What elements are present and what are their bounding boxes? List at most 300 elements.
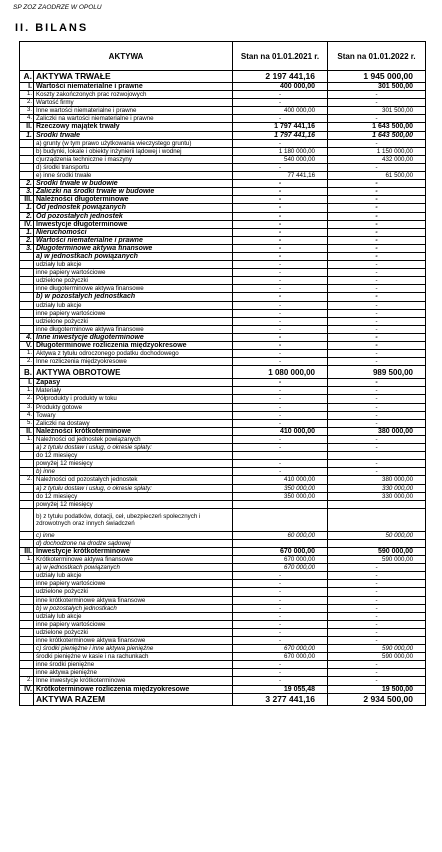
row-label: Inne inwestycje krótkoterminowe: [34, 677, 233, 685]
table-row: [20, 123, 426, 131]
value-2021: -: [233, 358, 328, 366]
row-number: [20, 252, 34, 260]
table-row: [20, 564, 426, 572]
table-row: [20, 637, 426, 645]
table-row: [20, 612, 426, 620]
value-2022: 50 000,00: [328, 531, 426, 539]
table-row: [20, 236, 426, 244]
value-2021: [233, 539, 328, 547]
table-row: [20, 155, 426, 163]
row-number: 2.: [20, 476, 34, 484]
row-label: Inne rozliczenia międzyokresowe: [34, 358, 233, 366]
value-2021: -: [233, 411, 328, 419]
value-2021: -: [233, 612, 328, 620]
row-label: Rzeczowy majątek trwały: [34, 123, 233, 131]
row-number: III.: [20, 547, 34, 555]
row-label: a) w jednostkach powiązanych: [34, 564, 233, 572]
value-2022: 19 500,00: [328, 685, 426, 693]
table-row: [20, 285, 426, 293]
value-2022: -: [328, 403, 426, 411]
value-2022: 1 643 500,00: [328, 123, 426, 131]
row-label: Należności długoterminowe: [34, 196, 233, 204]
table-row: [20, 484, 426, 492]
value-2022: -: [328, 460, 426, 468]
row-label: inne papiery wartościowe: [34, 269, 233, 277]
table-row: [20, 403, 426, 411]
value-2022: [328, 508, 426, 531]
row-number: [20, 500, 34, 508]
row-number: [20, 492, 34, 500]
value-2022: 590 000,00: [328, 547, 426, 555]
value-2022: 301 500,00: [328, 107, 426, 115]
row-number: [20, 317, 34, 325]
table-row: [20, 301, 426, 309]
value-2021: 410 000,00: [233, 427, 328, 435]
value-2021: -: [233, 669, 328, 677]
row-label: Należności od jednostek powiązanych: [34, 435, 233, 443]
row-number: 1.: [20, 204, 34, 212]
value-2022: 1 643 500,00: [328, 131, 426, 139]
value-2021: -: [233, 309, 328, 317]
value-2021: -: [233, 403, 328, 411]
value-2022: -: [328, 244, 426, 252]
value-2021: 670 000,00: [233, 564, 328, 572]
table-row: [20, 547, 426, 555]
value-2022: -: [328, 188, 426, 196]
row-number: [20, 661, 34, 669]
value-2021: -: [233, 435, 328, 443]
row-number: [20, 285, 34, 293]
row-label: c) inne: [34, 531, 233, 539]
value-2022: -: [328, 220, 426, 228]
row-number: 1.: [20, 91, 34, 99]
row-number: [20, 531, 34, 539]
page-title: II. BILANS: [15, 22, 89, 34]
value-2022: -: [328, 661, 426, 669]
value-2021: -: [233, 580, 328, 588]
value-2022: -: [328, 628, 426, 636]
row-label: inne długoterminowe aktywa finansowe: [34, 325, 233, 333]
table-row: [20, 395, 426, 403]
row-number: III.: [20, 196, 34, 204]
value-2021: -: [233, 620, 328, 628]
row-label: Inne wartości niematerialne i prawne: [34, 107, 233, 115]
table-row: [20, 342, 426, 350]
value-2022: -: [328, 350, 426, 358]
table-row: [20, 435, 426, 443]
value-2021: -: [233, 293, 328, 301]
value-2022: [328, 500, 426, 508]
row-number: 2.: [20, 358, 34, 366]
value-2022: 2 934 500,00: [328, 693, 426, 705]
row-number: [20, 309, 34, 317]
table-row: [20, 669, 426, 677]
value-2021: -: [233, 212, 328, 220]
row-label: b) w pozostałych jednostkach: [34, 604, 233, 612]
table-row: [20, 163, 426, 171]
row-label: Inwestycje krótkoterminowe: [34, 547, 233, 555]
table-row: [20, 379, 426, 387]
value-2022: 590 000,00: [328, 556, 426, 564]
row-label: Materiały: [34, 387, 233, 395]
row-label: Należności krótkoterminowe: [34, 427, 233, 435]
row-label: a) z tytułu dostaw i usług, o okresie spłaty:: [34, 444, 233, 452]
row-label: inne papiery wartościowe: [34, 620, 233, 628]
table-row: [20, 269, 426, 277]
header-col-2021: Stan na 01.01.2021 r.: [233, 42, 328, 71]
row-label: Należności od pozostałych jednostek: [34, 476, 233, 484]
value-2022: -: [328, 620, 426, 628]
table-row: [20, 427, 426, 435]
row-number: [20, 653, 34, 661]
value-2022: 1 945 000,00: [328, 71, 426, 83]
row-number: [20, 645, 34, 653]
value-2022: 590 000,00: [328, 653, 426, 661]
value-2021: -: [233, 588, 328, 596]
row-number: 2.: [20, 236, 34, 244]
header-col-2022: Stan na 01.01.2022 r.: [328, 42, 426, 71]
table-row: [20, 71, 426, 83]
value-2022: 61 500,00: [328, 172, 426, 180]
row-label: Zaliczki na wartości niematerialne i prawne: [34, 115, 233, 123]
table-row: [20, 508, 426, 531]
table-row: [20, 588, 426, 596]
table-row: [20, 99, 426, 107]
table-row: [20, 411, 426, 419]
row-label: AKTYWA RAZEM: [34, 693, 233, 705]
value-2022: -: [328, 588, 426, 596]
row-label: AKTYWA OBROTOWE: [34, 366, 233, 379]
value-2021: -: [233, 333, 328, 341]
value-2022: -: [328, 572, 426, 580]
value-2021: -: [233, 677, 328, 685]
value-2022: -: [328, 252, 426, 260]
table-row: [20, 228, 426, 236]
row-number: 2.: [20, 180, 34, 188]
value-2022: -: [328, 637, 426, 645]
row-number: 3.: [20, 188, 34, 196]
row-label: c)urządzenia techniczne i maszyny: [34, 155, 233, 163]
value-2022: 1 150 000,00: [328, 147, 426, 155]
row-label: Krótkoterminowe rozliczenia międzyokresowe: [34, 685, 233, 693]
row-label: Długoterminowe rozliczenia międzyokresowe: [34, 342, 233, 350]
row-number: [20, 508, 34, 531]
value-2021: 19 055,48: [233, 685, 328, 693]
table-row: [20, 196, 426, 204]
value-2021: -: [233, 139, 328, 147]
value-2021: -: [233, 188, 328, 196]
row-label: Nieruchomości: [34, 228, 233, 236]
table-row: [20, 620, 426, 628]
value-2021: [233, 500, 328, 508]
row-number: IV.: [20, 685, 34, 693]
table-row: [20, 293, 426, 301]
table-row: [20, 460, 426, 468]
row-label: powyżej 12 miesięcy: [34, 500, 233, 508]
row-label: a) z tytułu dostaw i usług, o okresie spłaty:: [34, 484, 233, 492]
row-label: udzielone pożyczki: [34, 277, 233, 285]
row-number: [20, 293, 34, 301]
value-2022: -: [328, 196, 426, 204]
row-label: Towary: [34, 411, 233, 419]
row-label: inne długoterminowe aktywa finansowe: [34, 285, 233, 293]
table-row: [20, 172, 426, 180]
value-2022: -: [328, 612, 426, 620]
value-2021: 670 000,00: [233, 653, 328, 661]
row-label: Wartość firmy: [34, 99, 233, 107]
table-row: [20, 572, 426, 580]
row-number: 1.: [20, 387, 34, 395]
row-number: 3.: [20, 107, 34, 115]
value-2022: -: [328, 163, 426, 171]
value-2022: -: [328, 419, 426, 427]
value-2022: -: [328, 115, 426, 123]
table-row: [20, 693, 426, 705]
value-2022: -: [328, 293, 426, 301]
row-number: [20, 277, 34, 285]
row-label: e) inne środki trwałe: [34, 172, 233, 180]
row-number: 3.: [20, 244, 34, 252]
row-number: 1.: [20, 556, 34, 564]
value-2022: -: [328, 411, 426, 419]
table-row: [20, 419, 426, 427]
value-2021: 1 797 441,16: [233, 131, 328, 139]
value-2021: -: [233, 115, 328, 123]
table-row: [20, 139, 426, 147]
table-row: [20, 580, 426, 588]
value-2022: -: [328, 228, 426, 236]
value-2022: -: [328, 325, 426, 333]
value-2022: -: [328, 564, 426, 572]
row-label: Półprodukty i produkty w toku: [34, 395, 233, 403]
value-2022: -: [328, 444, 426, 452]
value-2021: -: [233, 301, 328, 309]
value-2021: -: [233, 277, 328, 285]
table-row: [20, 556, 426, 564]
value-2021: 60 000,00: [233, 531, 328, 539]
row-number: [20, 539, 34, 547]
value-2021: -: [233, 244, 328, 252]
table-row: [20, 147, 426, 155]
row-number: 2.: [20, 99, 34, 107]
value-2021: 1 180 000,00: [233, 147, 328, 155]
value-2022: 380 000,00: [328, 427, 426, 435]
value-2022: 301 500,00: [328, 83, 426, 91]
row-number: 1.: [20, 435, 34, 443]
value-2022: -: [328, 139, 426, 147]
table-row: [20, 309, 426, 317]
row-label: Inne inwestycje długoterminowe: [34, 333, 233, 341]
table-row: [20, 107, 426, 115]
table-header-row: [20, 42, 426, 71]
value-2021: 350 000,00: [233, 484, 328, 492]
table-row: [20, 653, 426, 661]
row-label: udziały lub akcje: [34, 572, 233, 580]
table-row: [20, 277, 426, 285]
value-2021: 350 000,00: [233, 492, 328, 500]
value-2022: -: [328, 677, 426, 685]
table-row: [20, 628, 426, 636]
value-2021: -: [233, 204, 328, 212]
value-2021: -: [233, 252, 328, 260]
row-number: [20, 484, 34, 492]
row-number: [20, 628, 34, 636]
value-2021: -: [233, 460, 328, 468]
table-row: [20, 252, 426, 260]
row-number: [20, 325, 34, 333]
table-row: [20, 91, 426, 99]
table-row: [20, 333, 426, 341]
row-number: [20, 147, 34, 155]
value-2022: -: [328, 261, 426, 269]
row-number: [20, 452, 34, 460]
value-2021: -: [233, 99, 328, 107]
table-row: [20, 317, 426, 325]
row-number: [20, 301, 34, 309]
row-number: [20, 460, 34, 468]
value-2021: -: [233, 317, 328, 325]
value-2021: 670 000,00: [233, 556, 328, 564]
row-label: środki pieniężne w kasie i na rachunkach: [34, 653, 233, 661]
row-label: Koszty zakończonych prac rozwojowych: [34, 91, 233, 99]
row-label: udziały lub akcje: [34, 301, 233, 309]
value-2021: -: [233, 596, 328, 604]
row-label: b) z tytułu podatków, dotacji, ceł, ubezpieczeń społecznych i zdrowotnych oraz innych świadczeń: [34, 508, 233, 531]
row-label: Od pozostałych jednostek: [34, 212, 233, 220]
table-row: [20, 204, 426, 212]
table-row: [20, 212, 426, 220]
table-row: [20, 115, 426, 123]
value-2021: 400 000,00: [233, 107, 328, 115]
row-number: II.: [20, 123, 34, 131]
row-number: [20, 163, 34, 171]
value-2021: -: [233, 163, 328, 171]
table-row: [20, 661, 426, 669]
row-number: [20, 620, 34, 628]
row-number: [20, 596, 34, 604]
value-2022: 380 000,00: [328, 476, 426, 484]
table-row: [20, 387, 426, 395]
value-2021: 540 000,00: [233, 155, 328, 163]
value-2021: 410 000,00: [233, 476, 328, 484]
row-number: [20, 580, 34, 588]
value-2022: 330 000,00: [328, 492, 426, 500]
value-2022: -: [328, 309, 426, 317]
row-label: udzielone pożyczki: [34, 628, 233, 636]
value-2021: -: [233, 228, 328, 236]
table-row: [20, 596, 426, 604]
table-row: [20, 358, 426, 366]
value-2021: -: [233, 444, 328, 452]
table-row: [20, 531, 426, 539]
row-label: Aktywa z tytułu odroczonego podatku dochodowego: [34, 350, 233, 358]
value-2022: -: [328, 236, 426, 244]
table-row: [20, 444, 426, 452]
row-number: IV.: [20, 220, 34, 228]
value-2022: -: [328, 277, 426, 285]
value-2022: 330 000,00: [328, 484, 426, 492]
row-number: 3.: [20, 403, 34, 411]
row-label: AKTYWA TRWAŁE: [34, 71, 233, 83]
value-2022: -: [328, 342, 426, 350]
row-number: [20, 693, 34, 705]
value-2022: -: [328, 285, 426, 293]
value-2022: -: [328, 317, 426, 325]
value-2021: -: [233, 342, 328, 350]
table-row: [20, 131, 426, 139]
value-2021: 670 000,00: [233, 645, 328, 653]
value-2022: 590 000,00: [328, 645, 426, 653]
table-row: [20, 244, 426, 252]
row-number: [20, 604, 34, 612]
table-row: [20, 539, 426, 547]
value-2021: 1 080 000,00: [233, 366, 328, 379]
row-number: 1.: [20, 228, 34, 236]
value-2021: -: [233, 236, 328, 244]
balance-sheet-table: [19, 41, 426, 706]
row-label: Wartości niematerialne i prawne: [34, 236, 233, 244]
row-label: d) środki transportu: [34, 163, 233, 171]
value-2021: -: [233, 220, 328, 228]
table-row: [20, 685, 426, 693]
value-2021: [233, 508, 328, 531]
row-number: V.: [20, 342, 34, 350]
row-number: [20, 261, 34, 269]
value-2021: 77 441,16: [233, 172, 328, 180]
row-label: Zapasy: [34, 379, 233, 387]
table-row: [20, 325, 426, 333]
value-2021: 2 197 441,16: [233, 71, 328, 83]
value-2021: -: [233, 387, 328, 395]
value-2022: 989 500,00: [328, 366, 426, 379]
value-2021: -: [233, 91, 328, 99]
row-label: Długoterminowe aktywa finansowe: [34, 244, 233, 252]
value-2021: -: [233, 180, 328, 188]
row-label: udziały lub akcje: [34, 612, 233, 620]
row-number: II.: [20, 427, 34, 435]
row-label: Zaliczki na środki trwałe w budowie: [34, 188, 233, 196]
row-number: [20, 269, 34, 277]
row-label: Od jednostek powiązanych: [34, 204, 233, 212]
row-label: udziały lub akcje: [34, 261, 233, 269]
value-2021: -: [233, 604, 328, 612]
row-number: 5.: [20, 419, 34, 427]
value-2022: [328, 452, 426, 460]
table-row: [20, 492, 426, 500]
row-label: do 12 miesięcy: [34, 492, 233, 500]
value-2022: -: [328, 301, 426, 309]
value-2021: 1 797 441,16: [233, 123, 328, 131]
value-2022: -: [328, 435, 426, 443]
table-row: [20, 83, 426, 91]
value-2021: 670 000,00: [233, 547, 328, 555]
value-2021: -: [233, 628, 328, 636]
value-2021: -: [233, 261, 328, 269]
value-2022: -: [328, 91, 426, 99]
value-2021: -: [233, 196, 328, 204]
row-number: [20, 139, 34, 147]
value-2022: -: [328, 99, 426, 107]
value-2022: 432 000,00: [328, 155, 426, 163]
row-label: b) budynki, lokale i obiekty inżynierii lądowej i wodnej: [34, 147, 233, 155]
row-label: udzielone pożyczki: [34, 588, 233, 596]
value-2022: -: [328, 468, 426, 476]
document-header: SP ZOZ ZAODRZE W OPOLU: [13, 4, 102, 11]
value-2022: -: [328, 387, 426, 395]
row-number: [20, 669, 34, 677]
value-2021: -: [233, 379, 328, 387]
value-2022: -: [328, 580, 426, 588]
